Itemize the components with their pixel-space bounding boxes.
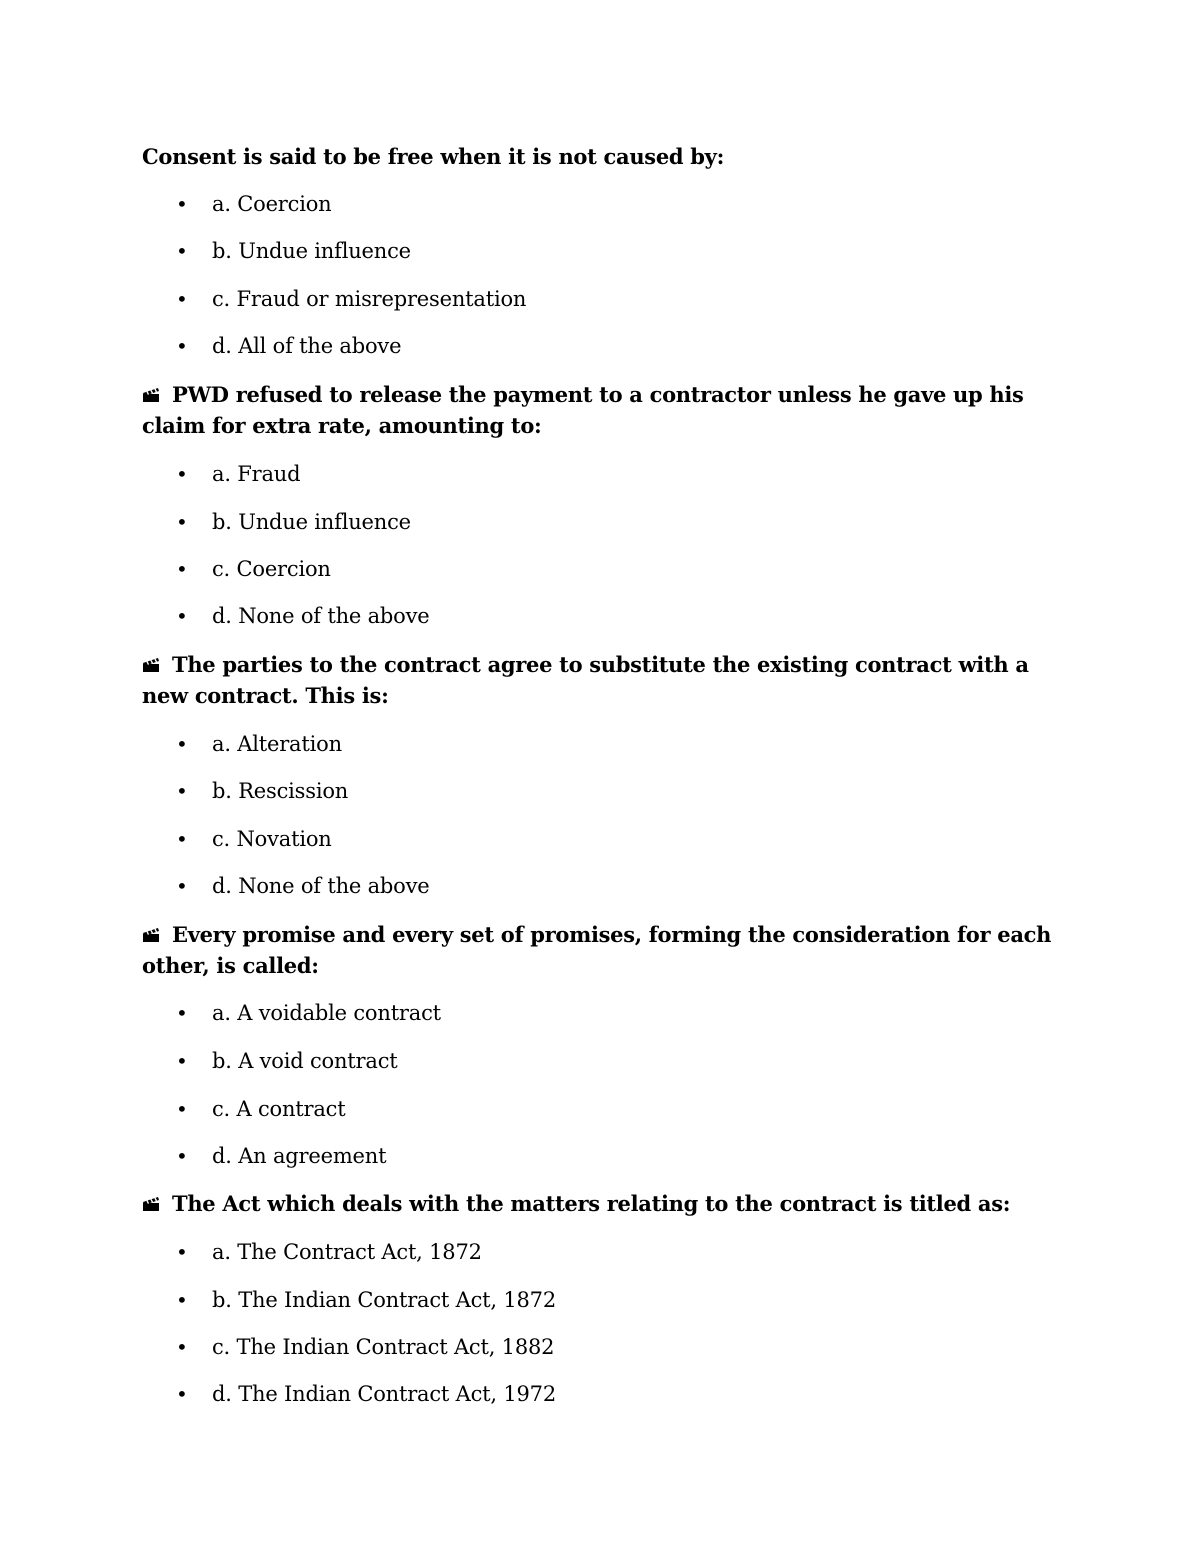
bullet-icon: • xyxy=(176,510,188,534)
question-4 xyxy=(142,919,1072,981)
list-item: • c. The Indian Contract Act, 1882 xyxy=(176,1335,555,1359)
clapperboard-icon xyxy=(142,387,160,403)
bullet-icon: • xyxy=(176,557,188,581)
bullet-icon: • xyxy=(176,1144,188,1168)
bullet-icon: • xyxy=(176,239,188,263)
bullet-icon: • xyxy=(176,604,188,628)
list-item: • d. An agreement xyxy=(176,1144,387,1168)
list-item: • b. The Indian Contract Act, 1872 xyxy=(176,1288,556,1312)
bullet-icon: • xyxy=(176,1049,188,1073)
list-item: • a. The Contract Act, 1872 xyxy=(176,1240,482,1264)
bullet-icon: • xyxy=(176,1240,188,1264)
bullet-icon: • xyxy=(176,1335,188,1359)
list-item: • c. Coercion xyxy=(176,557,331,581)
bullet-icon: • xyxy=(176,1288,188,1312)
question-text: The Act which deals with the matters relating to the contract is titled as: xyxy=(172,1191,1011,1216)
clapperboard-icon xyxy=(142,927,160,943)
list-item: • b. A void contract xyxy=(176,1049,398,1073)
bullet-icon: • xyxy=(176,462,188,486)
bullet-icon: • xyxy=(176,827,188,851)
list-item: • c. Novation xyxy=(176,827,332,851)
question-2 xyxy=(142,379,1072,441)
list-item: • d. None of the above xyxy=(176,874,430,898)
list-item: • a. Alteration xyxy=(176,732,342,756)
question-1 xyxy=(142,141,1072,172)
question-text: PWD refused to release the payment to a contractor unless he gave up his claim for extra rate, amounting to: xyxy=(142,382,1024,438)
list-item: • d. All of the above xyxy=(176,334,402,358)
bullet-icon: • xyxy=(176,732,188,756)
list-item: • a. Fraud xyxy=(176,462,301,486)
list-item: • c. A contract xyxy=(176,1097,346,1121)
question-3 xyxy=(142,649,1072,711)
list-item: • a. Coercion xyxy=(176,192,332,216)
clapperboard-icon xyxy=(142,657,160,673)
bullet-icon: • xyxy=(176,1001,188,1025)
list-item: • b. Undue influence xyxy=(176,239,411,263)
bullet-icon: • xyxy=(176,874,188,898)
bullet-icon: • xyxy=(176,287,188,311)
bullet-icon: • xyxy=(176,1382,188,1406)
bullet-icon: • xyxy=(176,1097,188,1121)
list-item: • a. A voidable contract xyxy=(176,1001,441,1025)
list-item: • d. None of the above xyxy=(176,604,430,628)
bullet-icon: • xyxy=(176,334,188,358)
question-5 xyxy=(142,1188,1072,1219)
bullet-icon: • xyxy=(176,192,188,216)
list-item: • c. Fraud or misrepresentation xyxy=(176,287,527,311)
list-item: • b. Undue influence xyxy=(176,510,411,534)
question-text: Every promise and every set of promises, forming the consideration for each other, is called: xyxy=(142,922,1052,978)
question-text: Consent is said to be free when it is not caused by: xyxy=(142,144,725,169)
list-item: • b. Rescission xyxy=(176,779,349,803)
clapperboard-icon xyxy=(142,1196,160,1212)
list-item: • d. The Indian Contract Act, 1972 xyxy=(176,1382,556,1406)
question-text: The parties to the contract agree to substitute the existing contract with a new contract. This is: xyxy=(142,652,1029,708)
bullet-icon: • xyxy=(176,779,188,803)
